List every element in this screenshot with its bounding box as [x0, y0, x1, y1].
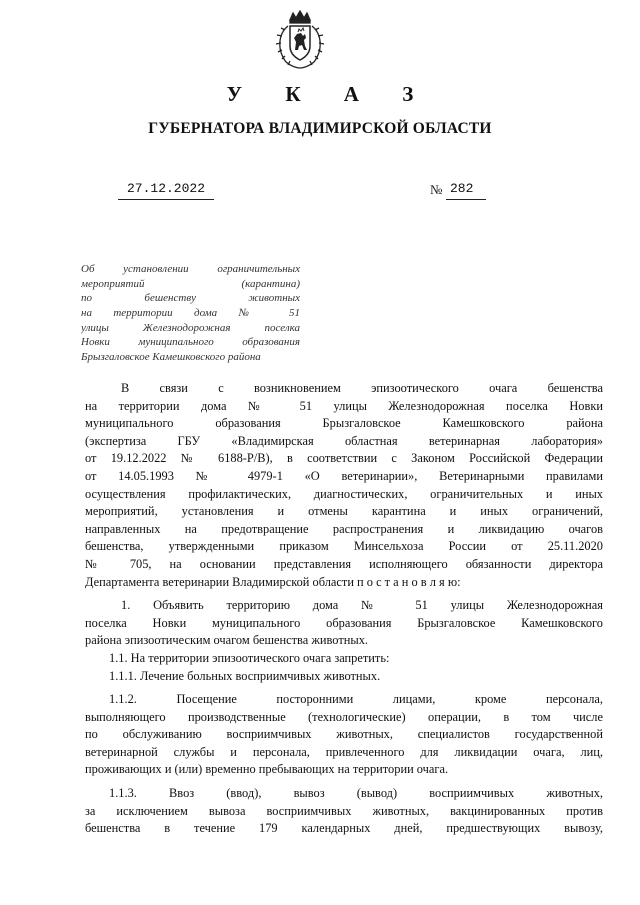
body-line: осуществления профилактических, диагностических, ограничительных и иных	[85, 486, 603, 501]
body-line: В связи с возникновением эпизоотического очага бешенства	[121, 381, 603, 395]
date-underline	[118, 199, 214, 200]
clause-1-1-3-line: за исключением вывоза восприимчивых животных, вакцинированных против	[85, 803, 603, 818]
clause-1-1-3-line: бешенства в течение 179 календарных дней, предшествующих вывозу,	[85, 821, 603, 836]
coat-of-arms-emblem	[274, 10, 326, 70]
subject-line: Брызгаловское Камешковского района	[81, 351, 261, 364]
decree-date: 27.12.2022	[126, 181, 205, 196]
subject-line: Об установлении ограничительных	[81, 263, 300, 275]
subject-line: улицы Железнодорожная поселка	[81, 321, 300, 334]
body-line: от 14.05.1993 № 4979-1 «О ветеринарии», Ветеринарными правилами	[85, 468, 603, 483]
decree-subject	[81, 262, 300, 365]
clause-1-1-3-line: 1.1.3. Ввоз (ввод), вывоз (вывод) восприимчивых животных,	[109, 786, 603, 801]
clause-1-1-2-line: выполняющего производственные (технологические) операции, в том числе	[85, 709, 603, 724]
number-sign: №	[430, 182, 443, 197]
clause-1-line: поселка Новки муниципального образования Брызгаловское Камешковского	[85, 615, 603, 630]
clause-1-1-line: 1.1. На территории эпизоотического очага запретить:	[109, 650, 390, 665]
subject-line: по бешенству животных	[81, 292, 300, 305]
clause-1-1-2-line: 1.1.2. Посещение посторонними лицами, кроме персонала,	[109, 692, 603, 707]
body-line: направленных на предотвращение распространения и ликвидацию очагов	[85, 521, 603, 536]
decree-body	[85, 380, 603, 838]
body-line: муниципального образования Брызгаловское Камешковского района	[85, 416, 603, 431]
subject-line: на территории дома № 51	[81, 307, 300, 320]
body-line: (экспертиза ГБУ «Владимирская областная ветеринарная лаборатория»	[85, 433, 603, 448]
clause-1-1-1-line: 1.1.1. Лечение больных восприимчивых животных.	[109, 668, 381, 683]
clause-1-1-2-line: ветеринарной службы и персонала, привлеченного для ликвидации очага, лиц,	[85, 744, 603, 759]
clause-1-line: 1. Объявить территорию дома № 51 улицы Железнодорожная	[121, 598, 603, 613]
clause-1-1-2-line: по обслуживанию восприимчивых животных, специалистов государственной	[85, 727, 603, 742]
body-line: на территории дома № 51 улицы Железнодорожная поселка Новки	[85, 398, 603, 413]
body-line: мероприятий, установления и отмены карантина и иных ограничений,	[85, 504, 603, 519]
document-type-title: У К А З	[226, 82, 433, 106]
body-line: от 19.12.2022 № 6188-Р/В), в соответствии с Законом Российской Федерации	[85, 451, 603, 466]
body-line: Департамента ветеринарии Владимирской области п о с т а н о в л я ю:	[85, 574, 461, 589]
subject-line: Новки муниципального образования	[81, 336, 300, 349]
number-underline	[446, 199, 486, 200]
clause-1-line: района эпизоотическим очагом бешенства животных.	[85, 633, 368, 648]
subject-line: мероприятий (карантина)	[81, 277, 300, 290]
body-line: № 705, на основании представления исполняющего обязанности директора	[85, 556, 603, 571]
body-line: бешенства, утвержденными приказом Минсельхоза России от 25.11.2020	[85, 539, 603, 554]
clause-1-1-2-line: проживающих и (или) временно пребывающих на территории очага.	[85, 762, 449, 777]
issuer-title: ГУБЕРНАТОРА ВЛАДИМИРСКОЙ ОБЛАСТИ	[148, 120, 492, 137]
decree-number: 282	[450, 181, 474, 196]
